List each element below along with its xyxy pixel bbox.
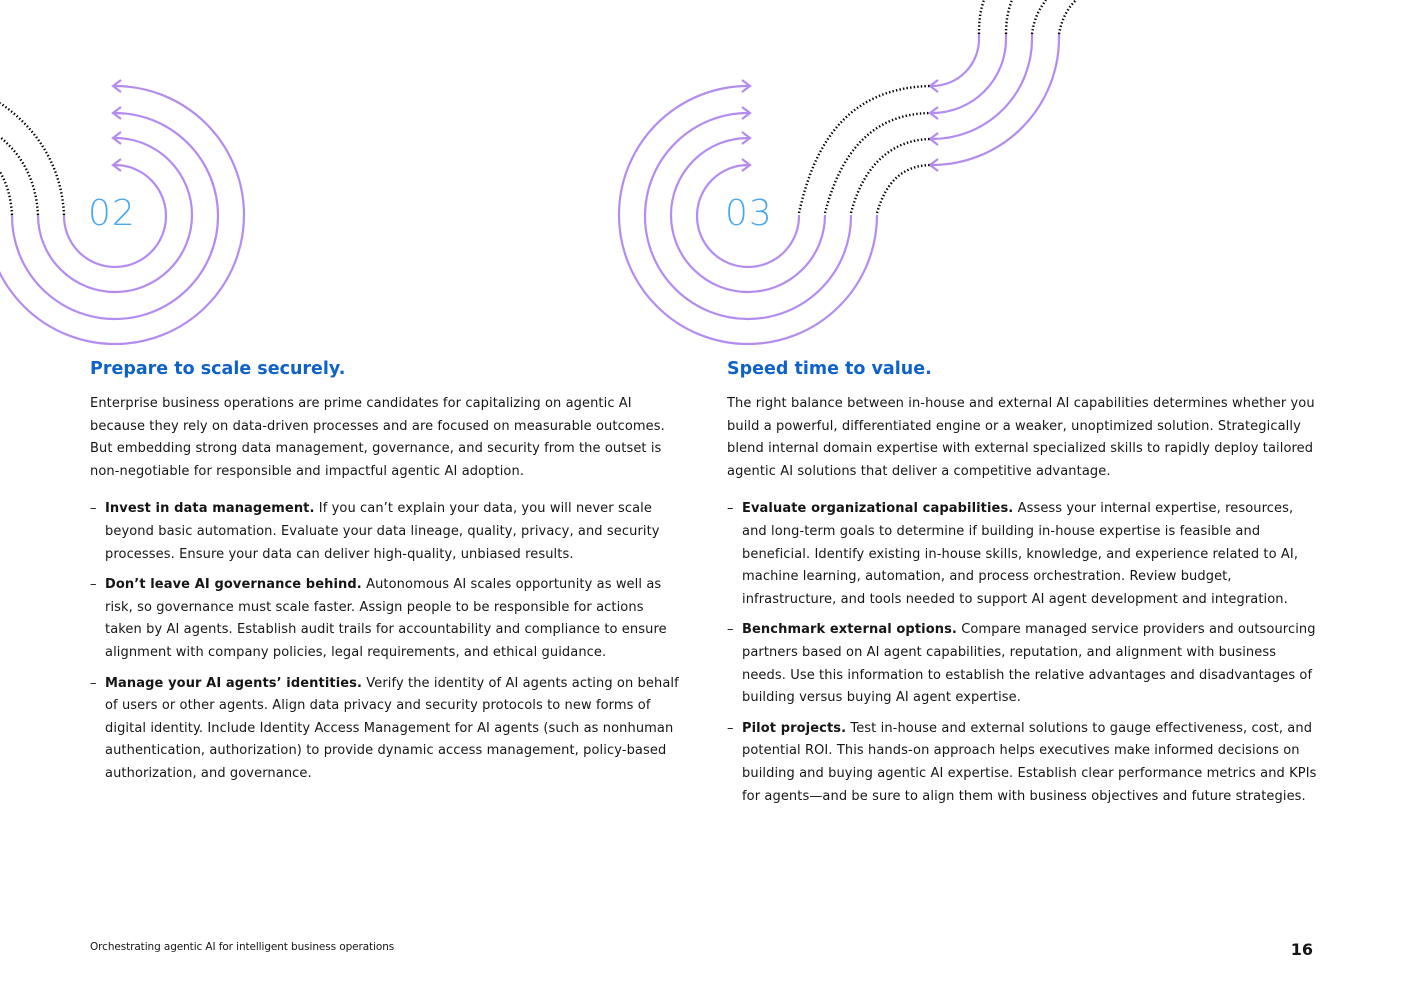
section-number: 03 xyxy=(725,193,773,234)
list-item xyxy=(727,619,1317,709)
arrowheads-right-outgoing xyxy=(742,80,750,171)
bullet-text: Autonomous AI scales opportunity as well as risk, so governance must scale faster. Assign people to be responsible for actions taken by AI agents. Establish audit trails for accountability and compliance to ensure alignment with company policies, legal requirements, and ethical guidance. xyxy=(105,577,667,660)
dash-bullet: – xyxy=(727,622,734,638)
bullet-text: Test in-house and external solutions to gauge effectiveness, cost, and potential ROI. This hands-on approach helps executives make informed decisions on building and buying agentic AI expertise. Establish clear performance metrics and KPIs for agents—and be sure to align them with business objectives and future strategies. xyxy=(742,720,1317,804)
section-prepare-to-scale xyxy=(90,356,680,794)
page-number: 16 xyxy=(1290,940,1313,959)
section-number: 02 xyxy=(88,193,136,234)
bullet-lead: Pilot projects. xyxy=(742,720,847,736)
list-item xyxy=(90,673,680,786)
section-title: Prepare to scale securely. xyxy=(90,359,346,379)
bullet-lead: Manage your AI agents’ identities. xyxy=(105,675,363,691)
bullet-text: Compare managed service providers and outsourcing partners based on AI agent capabilities, reputation, and alignment with business needs. Use this information to establish the relative advantages and disadvantages of building versus buying AI agent expertise. xyxy=(742,622,1316,706)
arrowheads-left xyxy=(113,80,121,171)
bullet-list xyxy=(90,498,680,785)
footer-document-title: Orchestrating agentic AI for intelligent business operations xyxy=(90,941,395,953)
dash-bullet: – xyxy=(90,675,97,691)
bullet-lead: Evaluate organizational capabilities. xyxy=(742,501,1014,517)
bullet-lead: Benchmark external options. xyxy=(742,622,957,638)
section-intro: Enterprise business operations are prime candidates for capitalizing on agentic AI because they rely on data-driven processes and are focused on measurable outcomes. But embedding strong data management, governance, and security from the outset is non-negotiable for responsible and impactful agentic AI adoption. xyxy=(90,396,665,479)
bullet-lead: Invest in data management. xyxy=(105,501,315,517)
decorative-arcs-graphic xyxy=(0,0,1403,360)
arrowheads-right-incoming xyxy=(930,80,938,171)
list-item xyxy=(90,498,680,566)
list-item xyxy=(727,718,1317,808)
section-title: Speed time to value. xyxy=(727,359,932,379)
dash-bullet: – xyxy=(90,501,97,517)
bullet-text: Verify the identity of AI agents acting on behalf of users or other agents. Align data privacy and security protocols to new forms of digital identity. Include Identity Access Management for AI agents (such as nonhuman authentication, authorization) to provide dynamic access management, policy-based authorization, and governance. xyxy=(105,675,679,781)
bullet-text: Assess your internal expertise, resources, and long-term goals to determine if building in-house expertise is feasible and beneficial. Identify existing in-house skills, knowledge, and experience related to AI, machine learning, automation, and process orchestration. Review budget, infrastructure, and tools needed to support AI agent development and integration. xyxy=(742,501,1299,607)
dash-bullet: – xyxy=(90,577,97,593)
dash-bullet: – xyxy=(727,720,734,736)
bullet-text: If you can’t explain your data, you will never scale beyond basic automation. Evaluate your data lineage, quality, privacy, and security processes. Ensure your data can deliver high-quality, unbiased results. xyxy=(105,501,660,562)
arcs-upper-right xyxy=(932,34,1059,165)
bullet-list xyxy=(727,498,1317,808)
dash-bullet: – xyxy=(727,501,734,517)
section-speed-time-to-value xyxy=(727,356,1317,816)
list-item xyxy=(727,498,1317,611)
section-intro: The right balance between in-house and external AI capabilities determines whether you build a powerful, differentiated engine or a weaker, unoptimized solution. Strategically blend internal domain expertise with external specialized skills to rapidly deploy tailored agentic AI solutions that deliver a competitive advantage. xyxy=(727,396,1315,479)
bullet-lead: Don’t leave AI governance behind. xyxy=(105,577,362,593)
list-item xyxy=(90,574,680,664)
dotted-lines-left xyxy=(0,103,64,215)
